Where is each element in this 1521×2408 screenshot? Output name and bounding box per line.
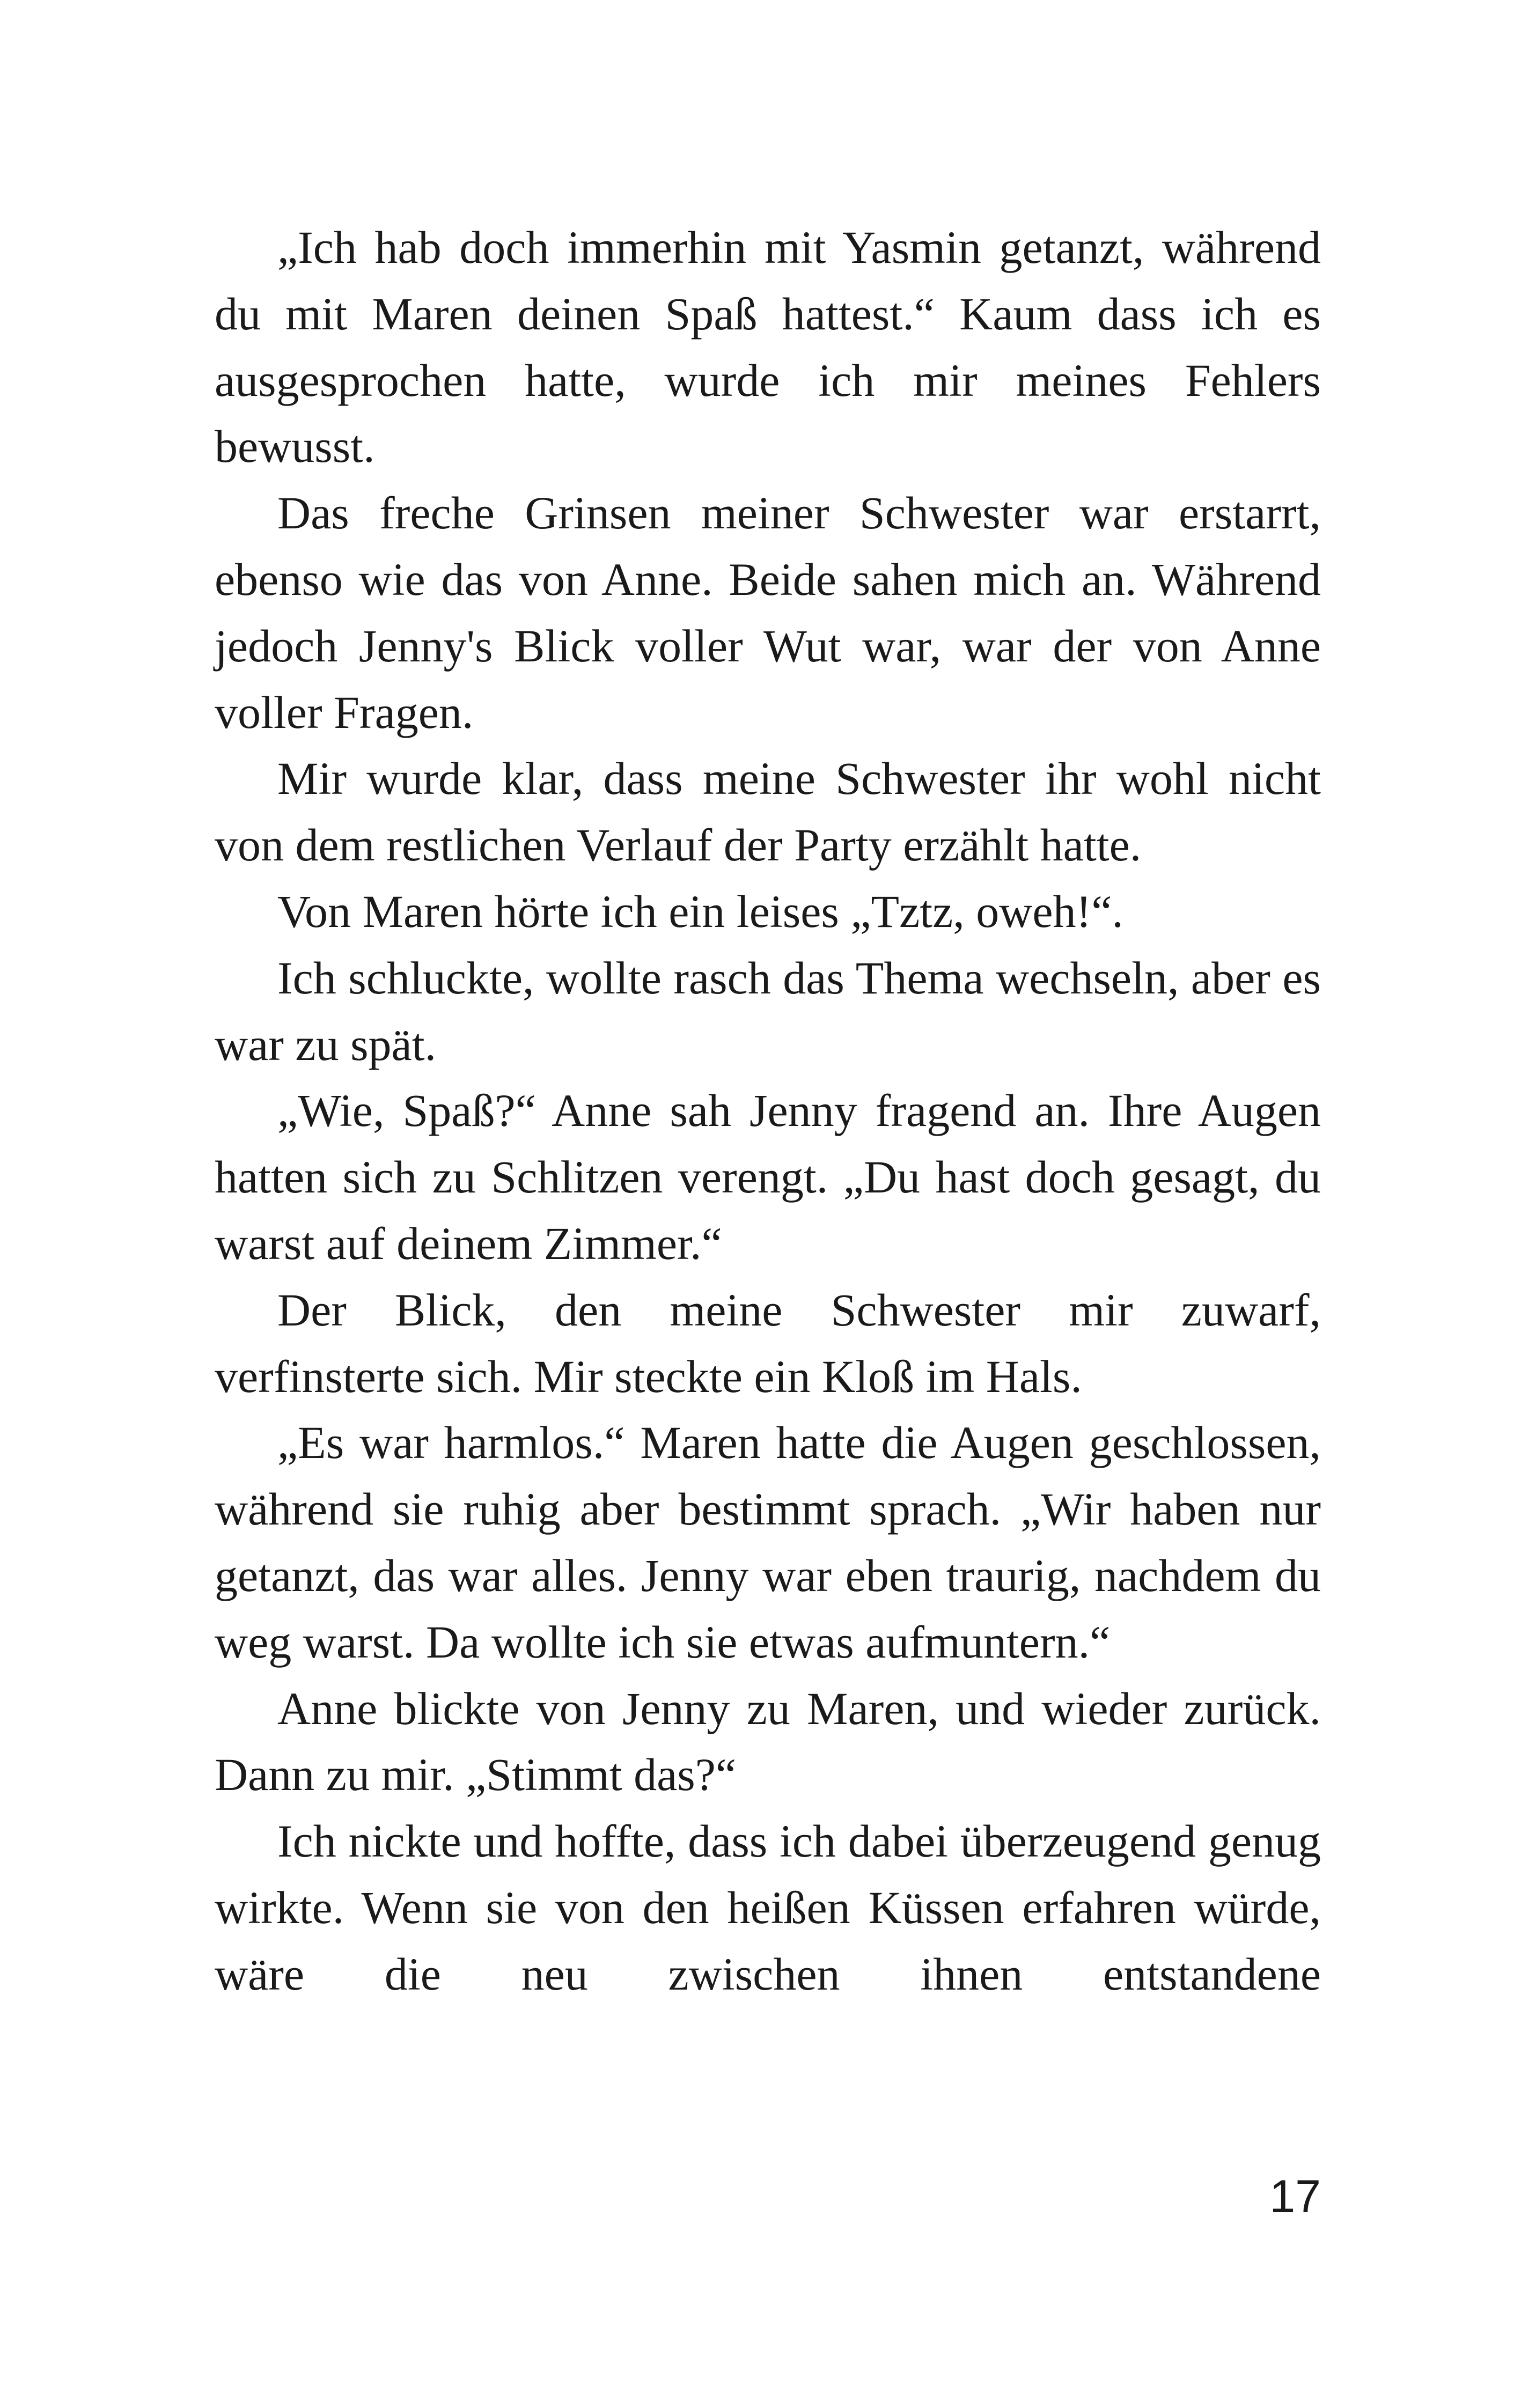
paragraph: Der Blick, den meine Schwester mir zuwarf, verfinsterte sich. Mir steckte ein Kloß im Hals.: [215, 1284, 1321, 1402]
page-number: 17: [1269, 2171, 1321, 2222]
paragraph: „Wie, Spaß?“ Anne sah Jenny fragend an. Ihre Augen hatten sich zu Schlitzen verengt. „Du hast doch gesagt, du warst auf deinem Zimmer.“: [215, 1085, 1321, 1269]
body-text: [215, 215, 1321, 2008]
paragraph: Von Maren hörte ich ein leises „Tztz, oweh!“.: [277, 885, 1123, 937]
paragraph: Das freche Grinsen meiner Schwester war erstarrt, ebenso wie das von Anne. Beide sahen mich an. Während jedoch Jenny's Blick voller Wut war, war der von Anne voller Fragen.: [215, 487, 1321, 738]
paragraph: „Ich hab doch immerhin mit Yasmin getanzt, während du mit Maren deinen Spaß hattest.“ Kaum dass ich es ausgesprochen hatte, wurde ich mir meines Fehlers bewusst.: [215, 222, 1321, 473]
paragraph-last: Ich nickte und hoffte, dass ich dabei überzeugend genug wirkte. Wenn sie von den heißen Küssen erfahren würde, wäre die neu zwischen ihnen entstandene: [215, 1815, 1321, 2000]
paragraph: Ich schluckte, wollte rasch das Thema wechseln, aber es war zu spät.: [215, 952, 1321, 1070]
paragraph: „Es war harmlos.“ Maren hatte die Augen geschlossen, während sie ruhig aber bestimmt sprach. „Wir haben nur getanzt, das war alles. Jenny war eben traurig, nachdem du weg warst. Da wollte ich sie etwas aufmuntern.“: [215, 1417, 1321, 1668]
paragraph: Anne blickte von Jenny zu Maren, und wieder zurück. Dann zu mir. „Stimmt das?“: [215, 1682, 1321, 1801]
paragraph: Mir wurde klar, dass meine Schwester ihr wohl nicht von dem restlichen Verlauf der Party erzählt hatte.: [215, 753, 1321, 871]
